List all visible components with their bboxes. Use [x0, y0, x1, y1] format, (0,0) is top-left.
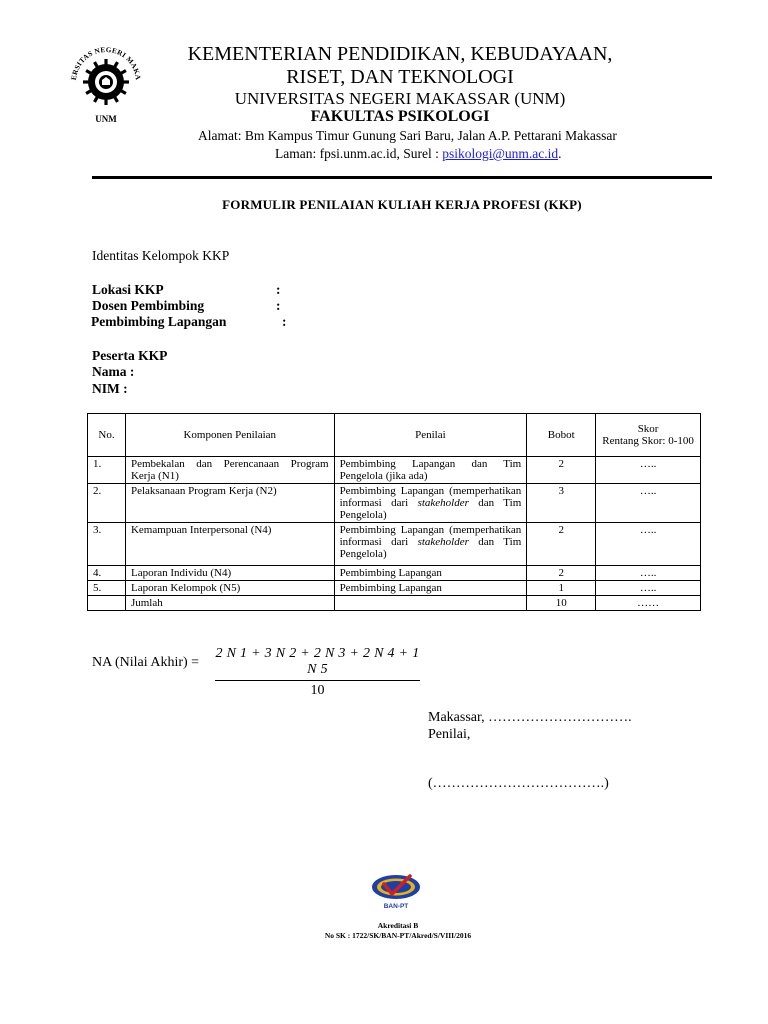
formula-numerator: 2 N 1 + 3 N 2 + 2 N 3 + 2 N 4 + 1 N 5	[215, 646, 420, 681]
formula-denominator: 10	[310, 683, 325, 698]
university-logo	[64, 38, 148, 126]
total-assessor	[334, 596, 527, 611]
identity-heading: Identitas Kelompok KKP	[92, 248, 230, 263]
row-assessor	[334, 484, 527, 523]
table-row	[88, 457, 701, 484]
header-no: No.	[88, 414, 126, 457]
field-label-field-supervisor: Pembimbing Lapangan	[91, 314, 227, 329]
ban-pt-text: BAN-PT	[383, 903, 409, 910]
faculty-name: FAKULTAS PSIKOLOGI	[310, 108, 490, 125]
row-score: …..	[596, 566, 701, 581]
assessment-table	[87, 413, 701, 611]
web-line	[275, 146, 768, 162]
row-no: 5.	[88, 581, 126, 596]
field-sep-supervisor: :	[276, 298, 281, 313]
row-assessor-tail: dan Tim Pengelola)	[339, 536, 522, 560]
table-row	[88, 581, 701, 596]
signature-role: Penilai,	[428, 727, 471, 742]
row-no: 4.	[88, 566, 126, 581]
field-sep-location: :	[276, 282, 281, 297]
total-score: ……	[596, 596, 701, 611]
row-assessor-tail: dan Tim Pengelola)	[339, 497, 522, 521]
ban-pt-logo	[370, 872, 422, 912]
signature-name-line: (……………………………….)	[428, 776, 609, 791]
row-component: Laporan Kelompok (N5)	[125, 581, 334, 596]
row-assessor-stakeholder: stakeholder	[417, 536, 469, 548]
field-label-location: Lokasi KKP	[92, 282, 164, 297]
participant-name-label: Nama :	[92, 364, 135, 379]
row-weight: 2	[527, 457, 596, 484]
logo-arc-text: ERSITAS NEGERI MAKA	[69, 45, 143, 81]
header-score	[596, 414, 701, 457]
row-assessor	[334, 523, 527, 566]
header-weight: Bobot	[527, 414, 596, 457]
table-row	[88, 566, 701, 581]
row-weight: 2	[527, 523, 596, 566]
row-component: Kemampuan Interpersonal (N4)	[125, 523, 334, 566]
header-component: Komponen Penilaian	[125, 414, 334, 457]
row-assessor: Pembimbing Lapangan	[334, 566, 527, 581]
row-score: …..	[596, 484, 701, 523]
row-component: Pelaksanaan Program Kerja (N2)	[125, 484, 334, 523]
accreditation-decree: No SK : 1722/SK/BAN-PT/Akred/S/VIII/2016	[324, 931, 472, 940]
total-label: Jumlah	[125, 596, 334, 611]
table-header-row	[88, 414, 701, 457]
row-score: …..	[596, 457, 701, 484]
total-no	[88, 596, 126, 611]
total-weight: 10	[527, 596, 596, 611]
web-suffix: .	[558, 146, 562, 161]
table-row	[88, 484, 701, 523]
signature-place-date: Makassar, ………………………….	[428, 710, 632, 725]
field-label-supervisor: Dosen Pembimbing	[92, 298, 205, 313]
formula-label	[92, 655, 199, 671]
accreditation-grade: Akreditasi B	[377, 921, 419, 930]
row-no: 2.	[88, 484, 126, 523]
header-assessor: Penilai	[334, 414, 527, 457]
formula-fraction	[215, 646, 420, 699]
row-no: 3.	[88, 523, 126, 566]
web-prefix: Laman: fpsi.unm.ac.id, Surel :	[275, 146, 443, 161]
row-weight: 2	[527, 566, 596, 581]
table-row	[88, 523, 701, 566]
row-assessor-text: Pembimbing Lapangan (memperhatikan informasi dari	[339, 485, 522, 509]
row-score: …..	[596, 581, 701, 596]
university-name: UNIVERSITAS NEGERI MAKASSAR (UNM)	[234, 89, 566, 108]
row-assessor-text: Pembimbing Lapangan (memperhatikan informasi dari	[339, 524, 522, 548]
row-assessor: Pembimbing Lapangan	[334, 581, 527, 596]
field-sep-field-supervisor: :	[282, 314, 287, 329]
header-score-title: Skor	[637, 423, 659, 435]
formula-label-text: NA (Nilai Akhir) =	[92, 655, 200, 670]
row-assessor: Pembimbing Lapangan dan Tim Pengelola (jika ada)	[334, 457, 527, 484]
ministry-line-1: KEMENTERIAN PENDIDIKAN, KEBUDAYAAN,	[187, 43, 613, 65]
row-assessor-stakeholder: stakeholder	[417, 497, 469, 509]
header-divider	[92, 176, 712, 179]
row-component: Laporan Individu (N4)	[125, 566, 334, 581]
logo-caption: UNM	[95, 114, 117, 124]
participant-nim-label: NIM :	[92, 381, 128, 396]
row-no: 1.	[88, 457, 126, 484]
ministry-line-2: RISET, DAN TEKNOLOGI	[286, 66, 514, 88]
row-weight: 3	[527, 484, 596, 523]
row-weight: 1	[527, 581, 596, 596]
table-total-row	[88, 596, 701, 611]
participants-heading: Peserta KKP	[92, 348, 168, 363]
address-line: Alamat: Bm Kampus Timur Gunung Sari Baru, Jalan A.P. Pettarani Makassar	[198, 128, 617, 143]
header-score-range: Rentang Skor: 0-100	[602, 435, 694, 447]
email-link[interactable]: psikologi@unm.ac.id	[442, 146, 559, 161]
form-title: FORMULIR PENILAIAN KULIAH KERJA PROFESI (KKP)	[222, 197, 582, 212]
row-score: …..	[596, 523, 701, 566]
row-component: Pembekalan dan Perencanaan Program Kerja (N1)	[125, 457, 334, 484]
